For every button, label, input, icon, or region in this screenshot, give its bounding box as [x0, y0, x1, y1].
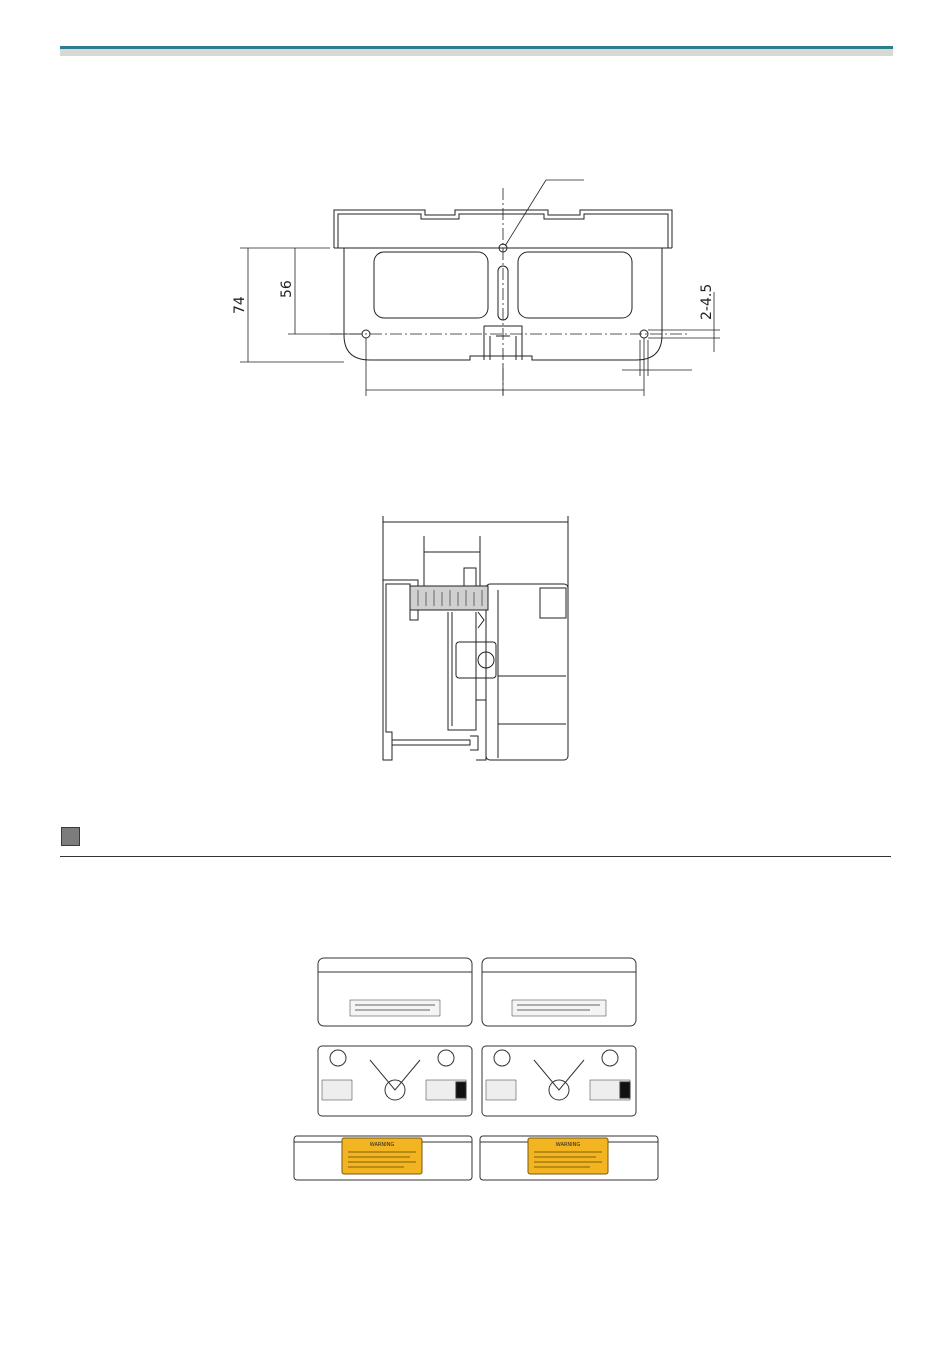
plate-illustration-right [482, 1046, 636, 1116]
warning-label-text-left: WARNING [369, 1142, 395, 1148]
warning-label-text-right: WARNING [555, 1142, 581, 1148]
cover-illustration-left [318, 958, 472, 1026]
dimension-74: 74 [232, 296, 248, 314]
cover-illustration-right [482, 958, 636, 1026]
dimension-56: 56 [279, 280, 295, 298]
dimension-hole-diameter: 2-4.5 [699, 283, 715, 320]
warning-label-right [528, 1138, 608, 1174]
plate-illustration-left [318, 1046, 472, 1116]
warning-label-left [342, 1138, 422, 1174]
